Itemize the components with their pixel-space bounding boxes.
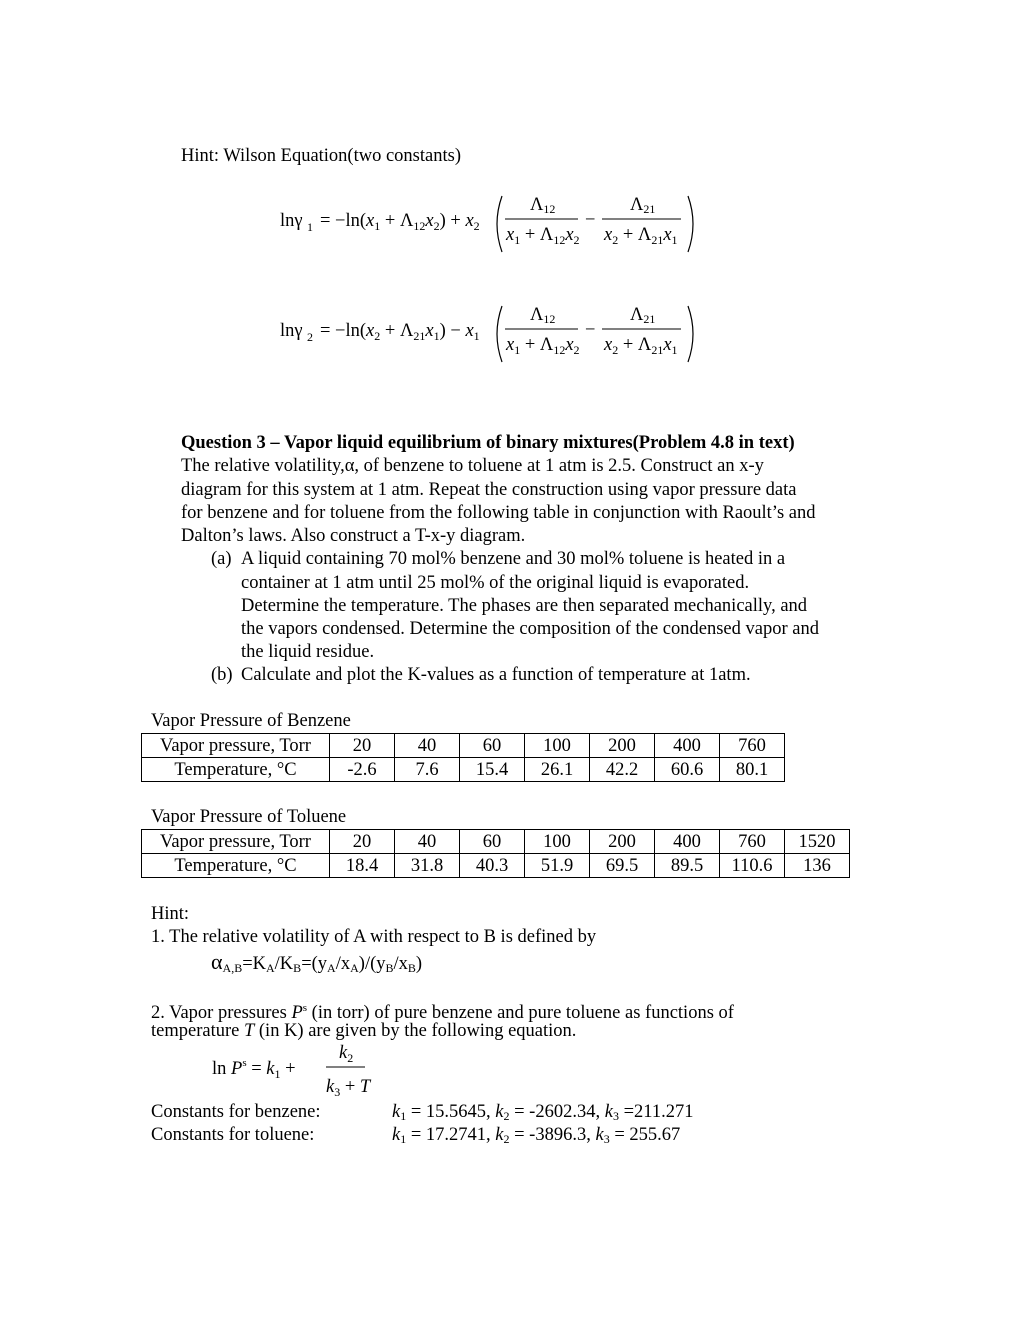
part-b-text: Calculate and plot the K-values as a function of temperature at 1atm. (241, 665, 751, 685)
wilson-equation-1 (280, 190, 720, 260)
toluene-table (141, 829, 850, 878)
table-cell: 200 (590, 830, 655, 854)
svg-text:ln Ps = k1 +: $\ln P^s = k_1$ + (212, 1057, 296, 1081)
table-cell: 60 (460, 830, 525, 854)
table-cell: 136 (785, 854, 850, 878)
question-body-line: for benzene and for toluene from the following table in conjunction with Raoult’s and (181, 503, 816, 523)
hint-2-line-1: 2. Vapor pressures $P^s$ (in torr) of pure benzene and pure toluene as functions of (151, 1002, 734, 1024)
svg-text:Λ12: Λ12 (530, 195, 556, 216)
svg-text:−: − (585, 320, 596, 340)
table-cell: 400 (655, 734, 720, 758)
svg-text:x2 + Λ21x1: $x_2 + \Lambda_{21}x_1$ (604, 225, 678, 247)
table-cell: 40.3 (460, 854, 525, 878)
svg-text:lnγ: lnγ (280, 211, 303, 231)
table-cell: 69.5 (590, 854, 655, 878)
svg-text:Λ21: Λ21 (630, 195, 656, 216)
table-cell: 20 (330, 734, 395, 758)
table-cell: 80.1 (720, 758, 785, 782)
table-row (142, 830, 850, 854)
hint-title: Hint: (151, 904, 190, 924)
svg-text:Λ12: Λ12 (530, 305, 556, 326)
benzene-constants-label: Constants for benzene: (151, 1102, 321, 1122)
table-cell: 42.2 (590, 758, 655, 782)
benzene-table (141, 733, 785, 782)
table-cell: 760 (720, 830, 785, 854)
svg-text:−: − (585, 210, 596, 230)
svg-text:x1 + Λ12x2: $x_1 + \Lambda_{12}x_2$ (506, 335, 580, 357)
toluene-constants-label: Constants for toluene: (151, 1125, 315, 1145)
antoine-equation-graphic (212, 1042, 372, 1098)
table-cell: 26.1 (525, 758, 590, 782)
table-cell: 7.6 (395, 758, 460, 782)
part-a-line: the vapors condensed. Determine the composition of the condensed vapor and (241, 619, 819, 639)
table-cell: 60.6 (655, 758, 720, 782)
table-cell: 100 (525, 734, 590, 758)
benzene-table-caption: Vapor Pressure of Benzene (151, 711, 351, 731)
wilson-equation-1-graphic (280, 190, 720, 260)
question-body-line: diagram for this system at 1 atm. Repeat the construction using vapor pressure data (181, 480, 797, 500)
antoine-equation (212, 1042, 372, 1098)
table-row (142, 734, 785, 758)
hint-1-formula: $\alpha_{A,B}=K_A/K_B=(y_A/x_A)/(y_B/x_B)$ (211, 949, 423, 975)
wilson-equation-2 (280, 300, 720, 370)
table-row (142, 758, 785, 782)
row-label: Temperature, °C (142, 758, 330, 782)
hint-1: 1. The relative volatility of A with respect to B is defined by (151, 927, 597, 947)
svg-text:= −ln(x1 + Λ12x2) + x2: = $-\ln(x_1 + \Lambda_{12}x_2) + x_2$ (320, 211, 480, 233)
wilson-hint: Hint: Wilson Equation(two constants) (181, 146, 461, 166)
part-b-label: (b) (211, 665, 233, 685)
question-body-line: The relative volatility,α, of benzene to toluene at 1 atm is 2.5. Construct an x-y (181, 456, 764, 476)
toluene-constants-values: $k_1 = 17.2741$, $k_2 = -3896.3$, $k_3 = 255.67$ (392, 1125, 681, 1146)
table-cell: 1520 (785, 830, 850, 854)
table-cell: 51.9 (525, 854, 590, 878)
table-cell: 100 (525, 830, 590, 854)
table-cell: 20 (330, 830, 395, 854)
hint-2-line-2: temperature T (in K) are given by the following equation. (151, 1021, 577, 1041)
question-title: Question 3 – Vapor liquid equilibrium of binary mixtures(Problem 4.8 in text) (181, 433, 795, 453)
toluene-table-caption: Vapor Pressure of Toluene (151, 807, 347, 827)
svg-text:x1 + Λ12x2: $x_1 + \Lambda_{12}x_2$ (506, 225, 580, 247)
table-cell: 200 (590, 734, 655, 758)
table-cell: 400 (655, 830, 720, 854)
table-cell: 15.4 (460, 758, 525, 782)
svg-text:x2 + Λ21x1: $x_2 + \Lambda_{21}x_1$ (604, 335, 678, 357)
question-body-line: Dalton’s laws. Also construct a T-x-y diagram. (181, 526, 526, 546)
table-cell: 110.6 (720, 854, 785, 878)
svg-text:lnγ: lnγ (280, 321, 303, 341)
svg-text:Λ21: Λ21 (630, 305, 656, 326)
wilson-equation-2-graphic (280, 300, 720, 370)
row-label: Vapor pressure, Torr (142, 734, 330, 758)
table-cell: 89.5 (655, 854, 720, 878)
table-cell: 31.8 (395, 854, 460, 878)
eq1-lhs-subscript: 1 (307, 220, 313, 234)
part-a-line: Determine the temperature. The phases are then separated mechanically, and (241, 596, 808, 616)
benzene-constants-values: $k_1 = 15.5645$, $k_2 = -2602.34$, $k_3 =211.271$ (392, 1102, 694, 1123)
part-a-label: (a) (211, 549, 232, 569)
svg-text:k2: $k_2$ (339, 1043, 354, 1065)
part-a-line: A liquid containing 70 mol% benzene and 30 mol% toluene is heated in a (241, 549, 786, 569)
part-a-line: container at 1 atm until 25 mol% of the original liquid is evaporated. (241, 573, 750, 593)
part-a-line: the liquid residue. (241, 642, 375, 662)
eq2-lhs-subscript: 2 (307, 330, 313, 344)
table-cell: 60 (460, 734, 525, 758)
svg-text:= −ln(x2 + Λ21x1) − x1: = $-\ln(x_2 + \Lambda_{21}x_1) - x_1$ (320, 321, 480, 343)
table-cell: 40 (395, 830, 460, 854)
svg-text:k3 + T: $k_3 + T$ (326, 1077, 371, 1098)
table-cell: 760 (720, 734, 785, 758)
table-cell: -2.6 (330, 758, 395, 782)
row-label: Vapor pressure, Torr (142, 830, 330, 854)
table-cell: 18.4 (330, 854, 395, 878)
table-cell: 40 (395, 734, 460, 758)
table-row (142, 854, 850, 878)
row-label: Temperature, °C (142, 854, 330, 878)
